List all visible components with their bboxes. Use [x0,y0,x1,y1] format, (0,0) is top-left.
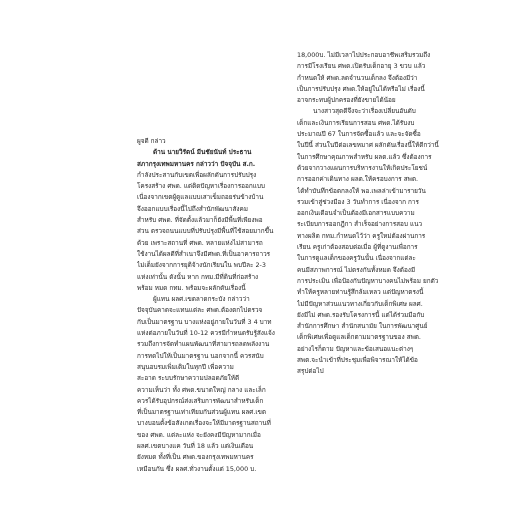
text-line: เรียน ครูเก่าต้องสอบต่อเมื่อ ผู้ที่ดูงานเพื่อการ [297,243,418,252]
text-line: การออกค่าเดินทาง ผลต.ให้ครอบงการ สพต. [297,175,419,184]
text-line: ของ ศพด. แต่ละแห่ง จะยังคงมีปัญหามากเมื่อ [137,430,261,439]
text-line: การประเมิน เพื่อป้องกันปัญหาบางคนไม่พร้อม ยกตัว [297,276,439,285]
text-line: การทดไปให้เป็นมาตรฐาน นอกจากนี้ ควรสนับ [137,351,264,360]
left-column [137,136,285,475]
text-line: สนุนอบรมเพิ่มเติมในทุกปี เพื่อความ [137,362,234,371]
text-line: เหมือนกัน ซึ่ง ผลศ.ทั่วงานตั้งแต่ 15,000 บ. [137,464,257,473]
text-line: ยังหมด ทั้งที่เป็น ศพด.ของกรุงเทพมหานคร [137,453,254,462]
text-line: สำหรับ ศพด. ที่จัดตั้งแล้วมาก็ยังมีพื้นที่เพียงพอ [137,216,263,225]
text-line: ด้าน นายวิรัตน์ มีนชัยนันท์ ประธาน [153,148,252,157]
text-line: เด็กและเงินการเรียนการสอน ศพด.ได้รับงบ [297,118,415,127]
text-line: กำหนดให้ ศพด.ลดจำนวนเด็กลง จึงต้องมีว่า [297,73,418,82]
text-line: ความเห็นว่า ทั้ง ศพด.ขนาดใหญ่ กลาง และเล็ก [137,385,266,394]
text-line: เด็กพิเศษเพื่อดูแลเด็กตามมาตรฐานของ สพต. [297,333,421,342]
text-line: ควรได้รับอุปกรณ์ส่งเสริมการพัฒนาสำหรับเด็ก [137,396,264,405]
text-line: ทำให้ครูหลายท่านรู้สึกล้มเหลว แต่ปัญหาตรงนี้ [297,288,424,297]
text-line: แห่งเท่านั้น ดังนั้น หาก กทม.มีที่ดินที่ก่อสร้าง [137,272,259,281]
text-line: ด้วยจากวางแผนการบริหารงานให้เกิดประโยชน์ [297,163,428,172]
text-line: ไม่เต็มยังจากการยุติจ้างนักเรียนใน พบปีละ 2-3 [137,261,266,270]
speaker-line: ผูจดี กล่าว [137,137,166,145]
text-line: ประมาณปี 67 ในการจัดซื้อแล้ว และจะจัดซื้อ [297,130,421,139]
text-line: ใช้งานได้ผลดีที่สำเนาจึงมีศพด.ที่เป็นอาคารถาวร [137,249,271,258]
text-line: ได้ทำบันทึกข้อตกลงให้ พอ.เพลล่าเข้ามารายวัน [297,186,426,195]
text-line: สะอาด ระบบรักษาความปลอดภัยให้ดี [137,374,240,383]
text-line: สำนักการศึกษา สำนักสนามัย ในการพัฒนาศูนย์ [297,322,428,331]
text-line: ด้วย เพราะสถานที่ ศพด. หลายแห่งไม่สามารถ [137,238,263,247]
text-line: การมีโรงเรียน ศพด.เปิดรับเด็กอายุ 3 ขวบ แล้ว [297,62,426,71]
text-line: สภากรุงเทพมหานคร กล่าวว่า ปัจจุบัน ส.ก. [137,159,256,168]
text-line: สพต.จะนำเข้าที่ประชุมเพื่อพิจารณาให้ได้ข้อ [297,356,418,365]
text-line: คนมีสภาพการณ์ ไม่ตรงกันทั้งหมด จึงต้องมี [297,265,416,274]
text-line: 18,000บ. ไม่มีเวลาไปประกอบอาชีพเสริมรวมถึง [297,51,431,59]
text-line: ส่วน ตรวจถนนแบบที่ปรับปรุงมีพื้นที่ใช้สอยมากขึ้น [137,227,274,236]
text-line: นางสาวสุดดีจึงจะว่าเรื่องเปลี่ยนอันดับ [313,107,416,116]
text-line: อย่างไรก็ตาม ปัญหาและข้อเสนอแนะต่างๆ [297,344,414,353]
right-column [297,50,445,378]
text-line: ในการศึกษาคุณภาพสำหรับ ผลต.แล้ว ซึ่งต้องการ [297,152,432,161]
text-line: กับเป็นมาตรฐาน บางแห่งอยู่ภายในวันที่ 3 4 บาท [137,317,272,326]
text-line: รวมถึงการจัดทำแผนพัฒนาที่สามารถลดพลังงาน [137,340,270,349]
text-line: ยังมีไม่ ศพด.รองรับโครงการนี้ แต่ได้ร่วมมือกับ [297,310,425,319]
text-line: ในการดูแลเด็กของครูวันนั้น เนื่องจากแต่ละ [297,254,416,263]
text-line: ทางผลิต กทม.กำหนดไว้ว่า ครูใหม่ต้องผ่านการ [297,231,426,240]
text-line: เป็นการปรับปรุง ศพด.ให้อยู่ในได้หรือไม่ เรื่องนี้ [297,84,425,93]
text-line: กำลังประสานกับเขตเพื่อผลักดันการปรับปรุง [137,170,257,179]
text-line: ไม่มีปัญหาส่วนแนวทางเกี่ยวกับเด็กพิเศษ ผลศ. [297,299,423,308]
text-line: ระเบียบการออกฎีกา สำเร็จอย่างการสอบ แนว [297,220,423,229]
text-line: ผลศ.เขตบางแค วันที่ 18 แล้ว แต่เงินเดือน [137,442,254,451]
text-line: ปัจจุบันคาดจะแทนแต่ละ ศพด.ต้องตกไปตรวจ [137,306,263,315]
text-line: รวมเข้าสู่ช่วงมือง 3 วันทำการ เนื่องจาก การ [297,197,419,206]
text-line: อาจกระทบผู้ปกครองที่ยังขายได้น้อย [297,96,396,105]
text-line: ในปีนี้ ส่วนในปีต่อเลขหมาศ ผลักดันเรื่องนี้ให้ดีกว่านี้ [297,141,439,150]
text-line: ออกเงินเดือนจำเป็นต้องมีเอกสารแบบความ [297,209,415,218]
text-line: แห่งต่อภายในวันที่ 10-12 ควรมีกำหนดรับรู้สังแจ้ง [137,329,275,338]
text-line: ที่เป็นมาตรฐานเท่าเทียมกันส่วนผู้แทน ผลศ.เขต [137,408,267,417]
text-line: สรุปต่อไป [297,367,324,376]
text-line: ผู้แทน ผลศ.เขตลาดกระบัง กล่าวว่า [153,295,250,304]
text-line: พร้อม หมด กทม. พร้อมจะผลักดันเรื่องนี้ [137,283,246,292]
text-line: โครงสร้าง ศพด. แต่ติดปัญหาเรื่องการออกแบบ [137,182,265,191]
text-line: เนื่องจากเขตผู้ดูแลแบบเสาเข็มถอยร่นข้างบ้าน [137,193,264,202]
text-line: บางบอนตั้งข้อสังเกตเรื่องจะให้มีมาตรฐานสถานที่ [137,419,271,428]
text-line: จึงออกแบบเรื่องนี้ไปถึงสำนักพัฒนาสังคม [137,204,249,213]
